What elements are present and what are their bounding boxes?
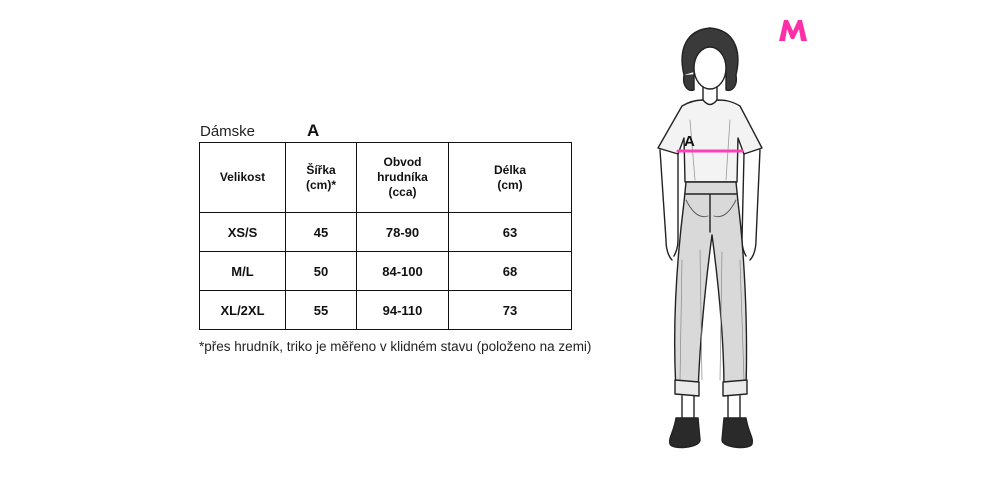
cell-width: 50 — [286, 252, 357, 291]
table-row — [200, 252, 572, 291]
table-header-row — [200, 143, 572, 213]
model-illustration — [620, 20, 800, 460]
cell-chest: 84-100 — [357, 252, 449, 291]
size-chart-table — [199, 142, 572, 330]
header-width: Šířka (cm)* — [286, 143, 357, 213]
cell-chest: 78-90 — [357, 213, 449, 252]
cell-size: XS/S — [200, 213, 286, 252]
cell-size: M/L — [200, 252, 286, 291]
cell-length: 68 — [449, 252, 572, 291]
cell-size: XL/2XL — [200, 291, 286, 330]
cell-length: 73 — [449, 291, 572, 330]
illustration-marker-label: A — [684, 133, 695, 150]
measure-marker-label: A — [307, 121, 320, 140]
cell-length: 63 — [449, 213, 572, 252]
header-length: Délka (cm) — [449, 143, 572, 213]
cell-chest: 94-110 — [357, 291, 449, 330]
cell-width: 45 — [286, 213, 357, 252]
cell-width: 55 — [286, 291, 357, 330]
table-row — [200, 291, 572, 330]
section-label: Dámske — [200, 123, 256, 140]
table-row — [200, 213, 572, 252]
header-size: Velikost — [200, 143, 286, 213]
footnote: *přes hrudník, triko je měřeno v klidném stavu (položeno na zemi) — [199, 339, 592, 354]
header-chest: Obvod hrudníka (cca) — [357, 143, 449, 213]
